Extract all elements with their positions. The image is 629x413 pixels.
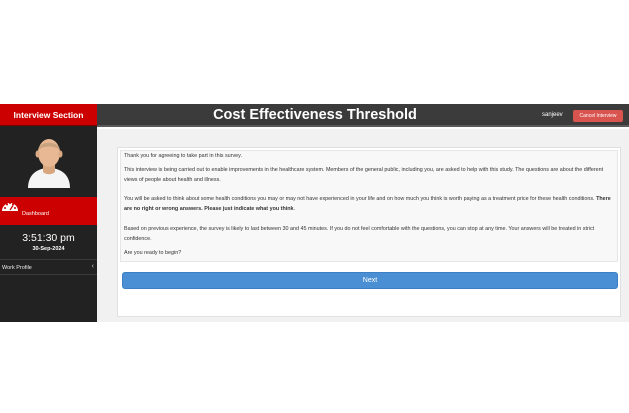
app-frame xyxy=(0,104,629,322)
intro-text-end: . xyxy=(293,205,296,212)
page-title: Cost Effectiveness Threshold xyxy=(213,107,417,123)
clock xyxy=(0,228,97,252)
next-button[interactable]: Next xyxy=(122,272,618,289)
clock-time: 3:51:30 pm xyxy=(22,232,75,244)
intro-paragraph: Based on previous experience, the survey is likely to last between 30 and 45 minutes. If you do not feel comfortable with the questions, you can stop at any time. Your answers will be treated in strict confidence. xyxy=(124,226,595,242)
main-content xyxy=(97,129,629,322)
cancel-interview-button[interactable]: Cancel Interview xyxy=(573,110,623,122)
chevron-left-icon: ‹ xyxy=(91,263,94,270)
sidebar-item-label: Work Profile xyxy=(2,265,32,271)
intro-emphasis: There are no right or wrong answers. Please just indicate what you think xyxy=(124,196,611,212)
intro-paragraph: This interview is being carried out to enable improvements in the healthcare system. Members of the general public, including you, are asked to help with this study. The questions are about the different views of people about health and illness. xyxy=(124,167,604,183)
intro-paragraph: Thank you for agreeing to take part in this survey. xyxy=(124,153,242,159)
sidebar-title: Interview Section xyxy=(0,104,97,126)
intro-message xyxy=(120,150,618,262)
clock-date: 30-Sep-2024 xyxy=(32,246,65,252)
sidebar-item-label: Dashboard xyxy=(22,211,49,217)
sidebar-item-work-profile[interactable] xyxy=(0,259,97,275)
survey-panel xyxy=(117,147,621,317)
username: sanjeev xyxy=(542,112,563,118)
intro-paragraph xyxy=(124,195,614,214)
user-avatar-icon xyxy=(24,134,74,188)
intro-text: You will be asked to think about some health conditions you may or may not have experienced in your life and on how much you think is worth paying as a treatment price for these health conditions. xyxy=(124,196,595,202)
header-bar xyxy=(97,104,629,127)
sidebar-item-dashboard[interactable] xyxy=(0,197,97,225)
ready-question: Are you ready to begin? xyxy=(124,250,182,256)
sidebar xyxy=(0,104,97,322)
dashboard-gauge-icon xyxy=(1,199,19,212)
avatar xyxy=(0,126,97,196)
